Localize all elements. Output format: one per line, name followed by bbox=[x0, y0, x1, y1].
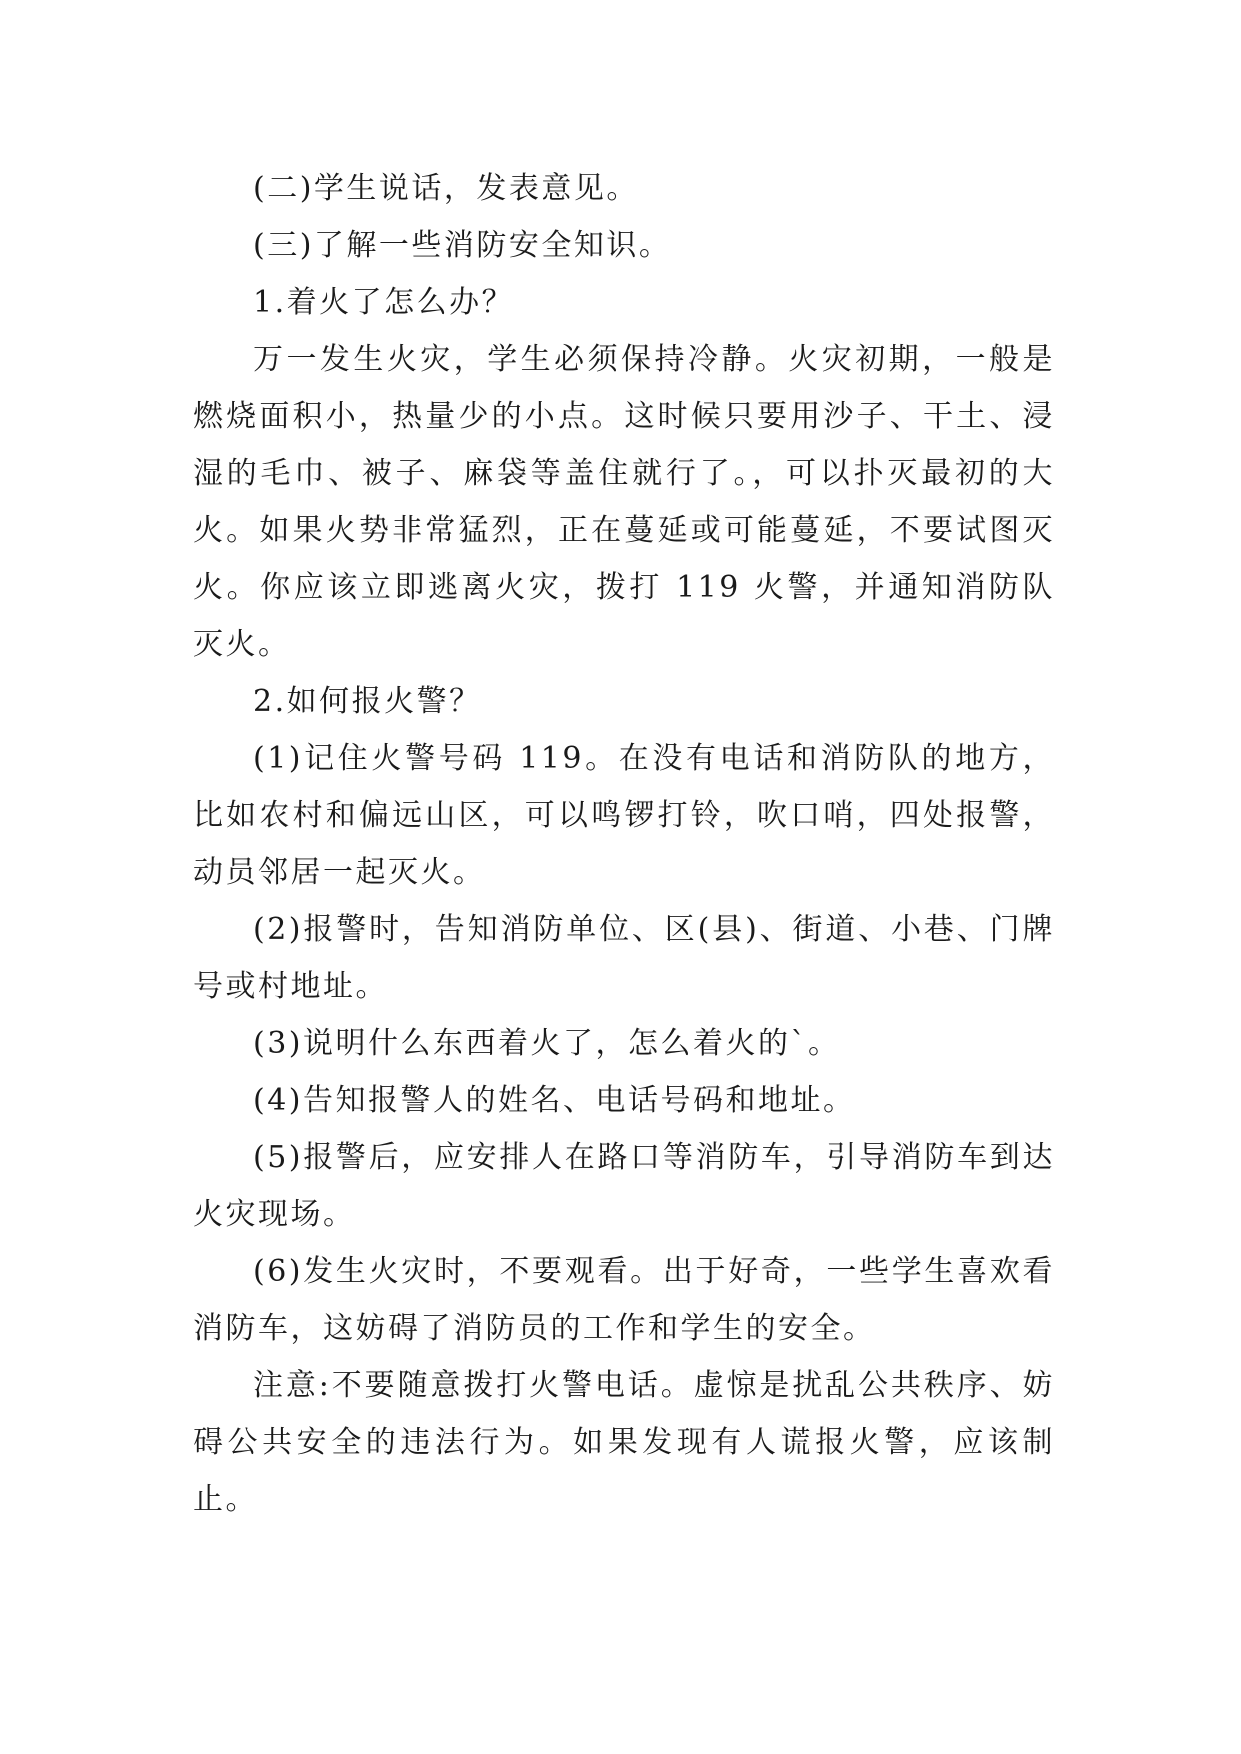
question-1-heading: 1.着火了怎么办？ bbox=[253, 285, 515, 320]
question-2-heading: 2.如何报火警？ bbox=[253, 684, 482, 719]
list-item-4: (4)告知报警人的姓名、电话号码和地址。 bbox=[253, 1083, 856, 1118]
document-body bbox=[193, 160, 1055, 1528]
list-item-3: (3)说明什么东西着火了，怎么着火的`。 bbox=[253, 1026, 841, 1061]
note-paragraph: 注意:不要随意拨打火警电话。虚惊是扰乱公共秩序、妨碍公共安全的违法行为。如果发现有人谎报火警，应该制止。 bbox=[193, 1368, 1055, 1517]
list-item-6: (6)发生火灾时，不要观看。出于好奇，一些学生喜欢看消防车，这妨碍了消防员的工作和学生的安全。 bbox=[193, 1254, 1055, 1346]
list-item-2: (2)报警时，告知消防单位、区(县)、街道、小巷、门牌号或村地址。 bbox=[193, 912, 1055, 1004]
section-3-heading: (三)了解一些消防安全知识。 bbox=[253, 228, 672, 263]
list-item-1: (1)记住火警号码 119。在没有电话和消防队的地方，比如农村和偏远山区，可以鸣锣打铃，吹口哨，四处报警，动员邻居一起灭火。 bbox=[193, 741, 1055, 890]
section-2-heading: (二)学生说话，发表意见。 bbox=[253, 171, 639, 206]
list-item-5: (5)报警后，应安排人在路口等消防车，引导消防车到达火灾现场。 bbox=[193, 1140, 1055, 1232]
fire-response-paragraph: 万一发生火灾，学生必须保持冷静。火灾初期，一般是燃烧面积小，热量少的小点。这时候只要用沙子、干土、浸湿的毛巾、被子、麻袋等盖住就行了。，可以扑灭最初的大火。如果火势非常猛烈，正在蔓延或可能蔓延，不要试图灭火。你应该立即逃离火灾，拨打 119 火警，并通知消防队灭火。 bbox=[193, 342, 1055, 662]
